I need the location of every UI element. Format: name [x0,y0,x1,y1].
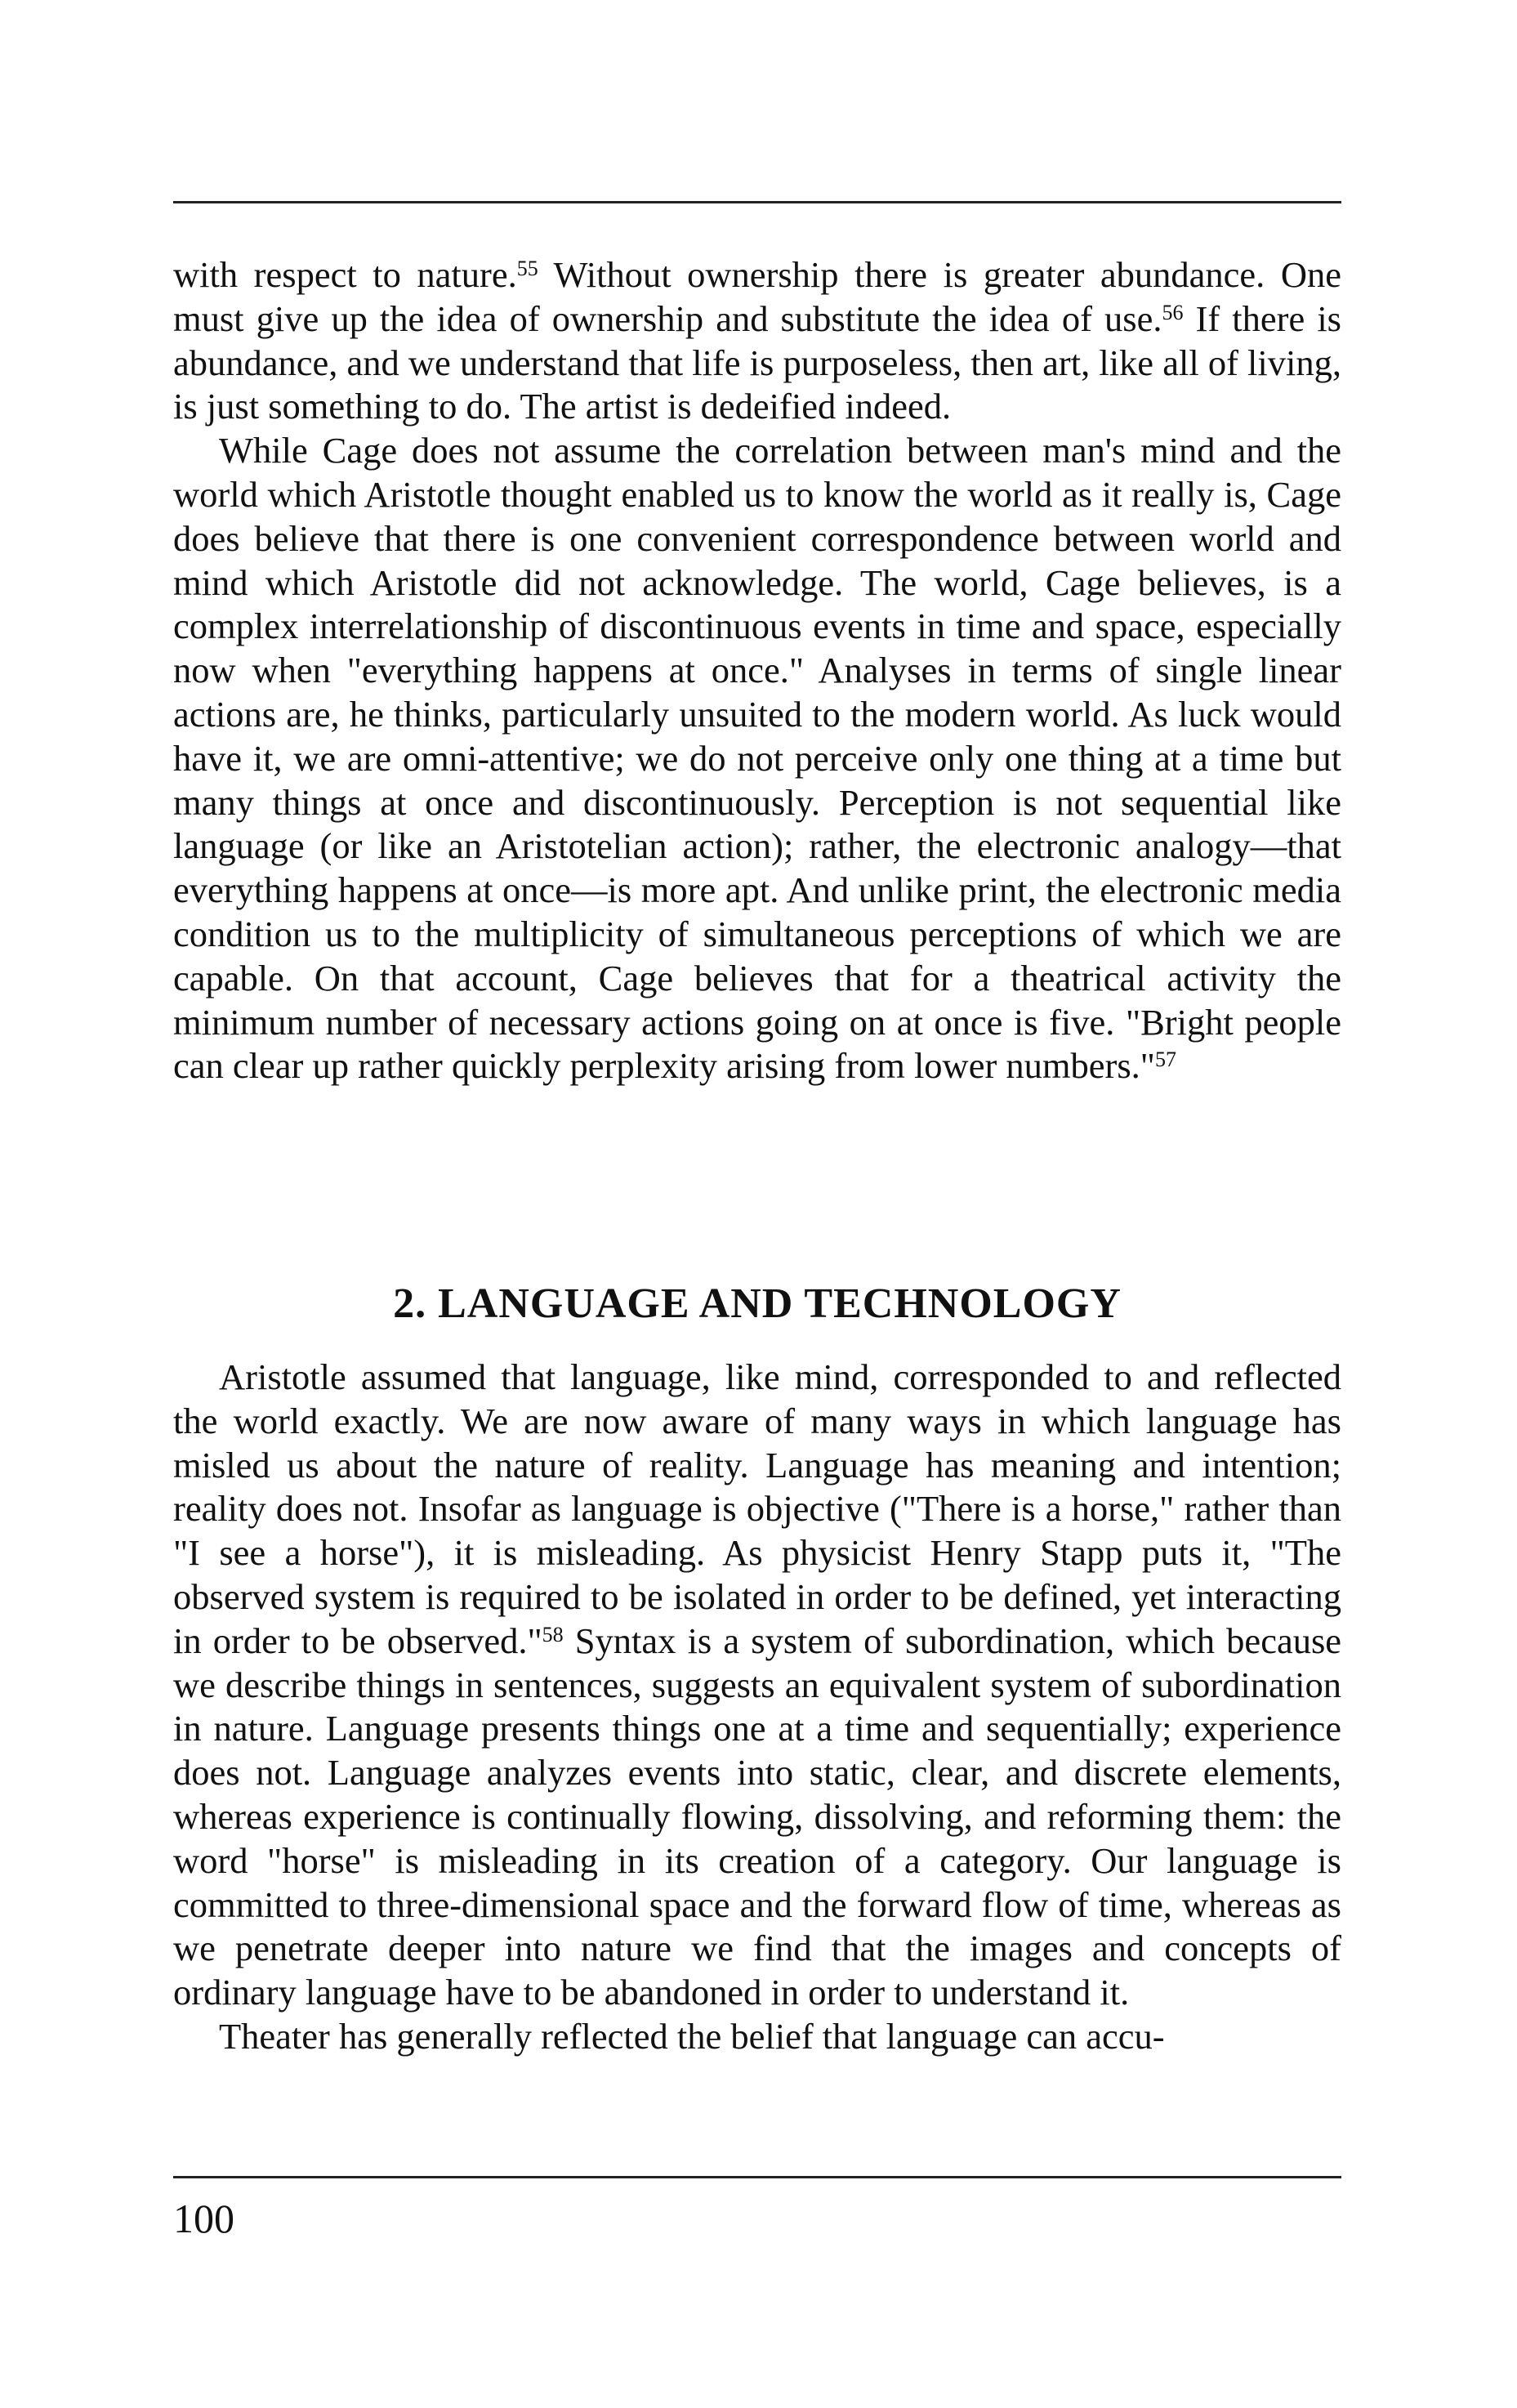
footnote-ref: 57 [1154,1048,1176,1072]
paragraph [173,2015,1341,2059]
text-run: Theater has generally reflected the belief that language can accu- [219,2015,1165,2057]
header-rule [173,201,1341,203]
footnote-ref: 58 [542,1622,564,1646]
body-text-upper [173,253,1341,1088]
footer-rule [173,2176,1341,2178]
text-run: Without ownership there is greater abundance. One must give up the idea of ownership and substitute the idea of use. [173,254,1341,339]
text-run: While Cage does not assume the correlation between man's mind and the world which Aristotle thought enabled us to know the world as it really is, Cage does believe that there is one convenient correspondence between world and mind which Aristotle did not acknowledge. The world, Cage believes, is a complex interrelationship of discontinuous events in time and space, especially now when "everything happens at once." Analyses in terms of single linear actions are, he thinks, particularly unsuited to the modern world. As luck would have it, we are omni-attentive; we do not perceive only one thing at a time but many things at once and discontinuously. Perception is not sequential like language (or like an Aristotelian action); rather, the electronic analogy—that everything happens at once—is more apt. And unlike print, the electronic media condition us to the multiplicity of simultaneous perceptions of which we are capable. On that account, Cage believes that for a theatrical activity the minimum number of necessary actions going on at once is five. "Bright people can clear up rather quickly perplexity arising from lower numbers." [173,430,1341,1087]
paragraph [173,429,1341,1088]
footnote-ref: 56 [1162,300,1184,324]
text-run: Syntax is a system of subordination, which because we describe things in sentences, suggests an equivalent system of subordination in nature. Language presents things one at a time and sequentially; experience does not. Language analyzes events into static, clear, and discrete elements, whereas experience is continually flowing, dissolving, and reforming them: the word "horse" is misleading in its creation of a category. Our language is committed to three-dimensional space and the forward flow of time, whereas as we penetrate deeper into nature we find that the images and concepts of ordinary language have to be abandoned in order to understand it. [173,1619,1342,2013]
text-run: with respect to nature. [173,254,517,295]
page-number: 100 [173,2196,234,2241]
paragraph [173,1356,1341,2015]
section-heading: 2. LANGUAGE AND TECHNOLOGY [393,1280,1122,1327]
body-text-lower [173,1356,1341,2059]
paragraph [173,253,1341,429]
text-run: If there is abundance, and we understand that life is purposeless, then art, like all of living, is just something to do. The artist is dedeified indeed. [173,297,1341,427]
footnote-ref: 55 [516,257,538,280]
text-run: Aristotle assumed that language, like mind, corresponded to and reflected the world exactly. We are now aware of many ways in which language has misled us about the nature of reality. Language has meaning and intention; reality does not. Insofar as language is objective ("There is a horse," rather than "I see a horse"), it is misleading. As physicist Henry Stapp puts it, "The observed system is required to be isolated in order to be defined, yet interacting in order to be observed." [173,1356,1341,1661]
